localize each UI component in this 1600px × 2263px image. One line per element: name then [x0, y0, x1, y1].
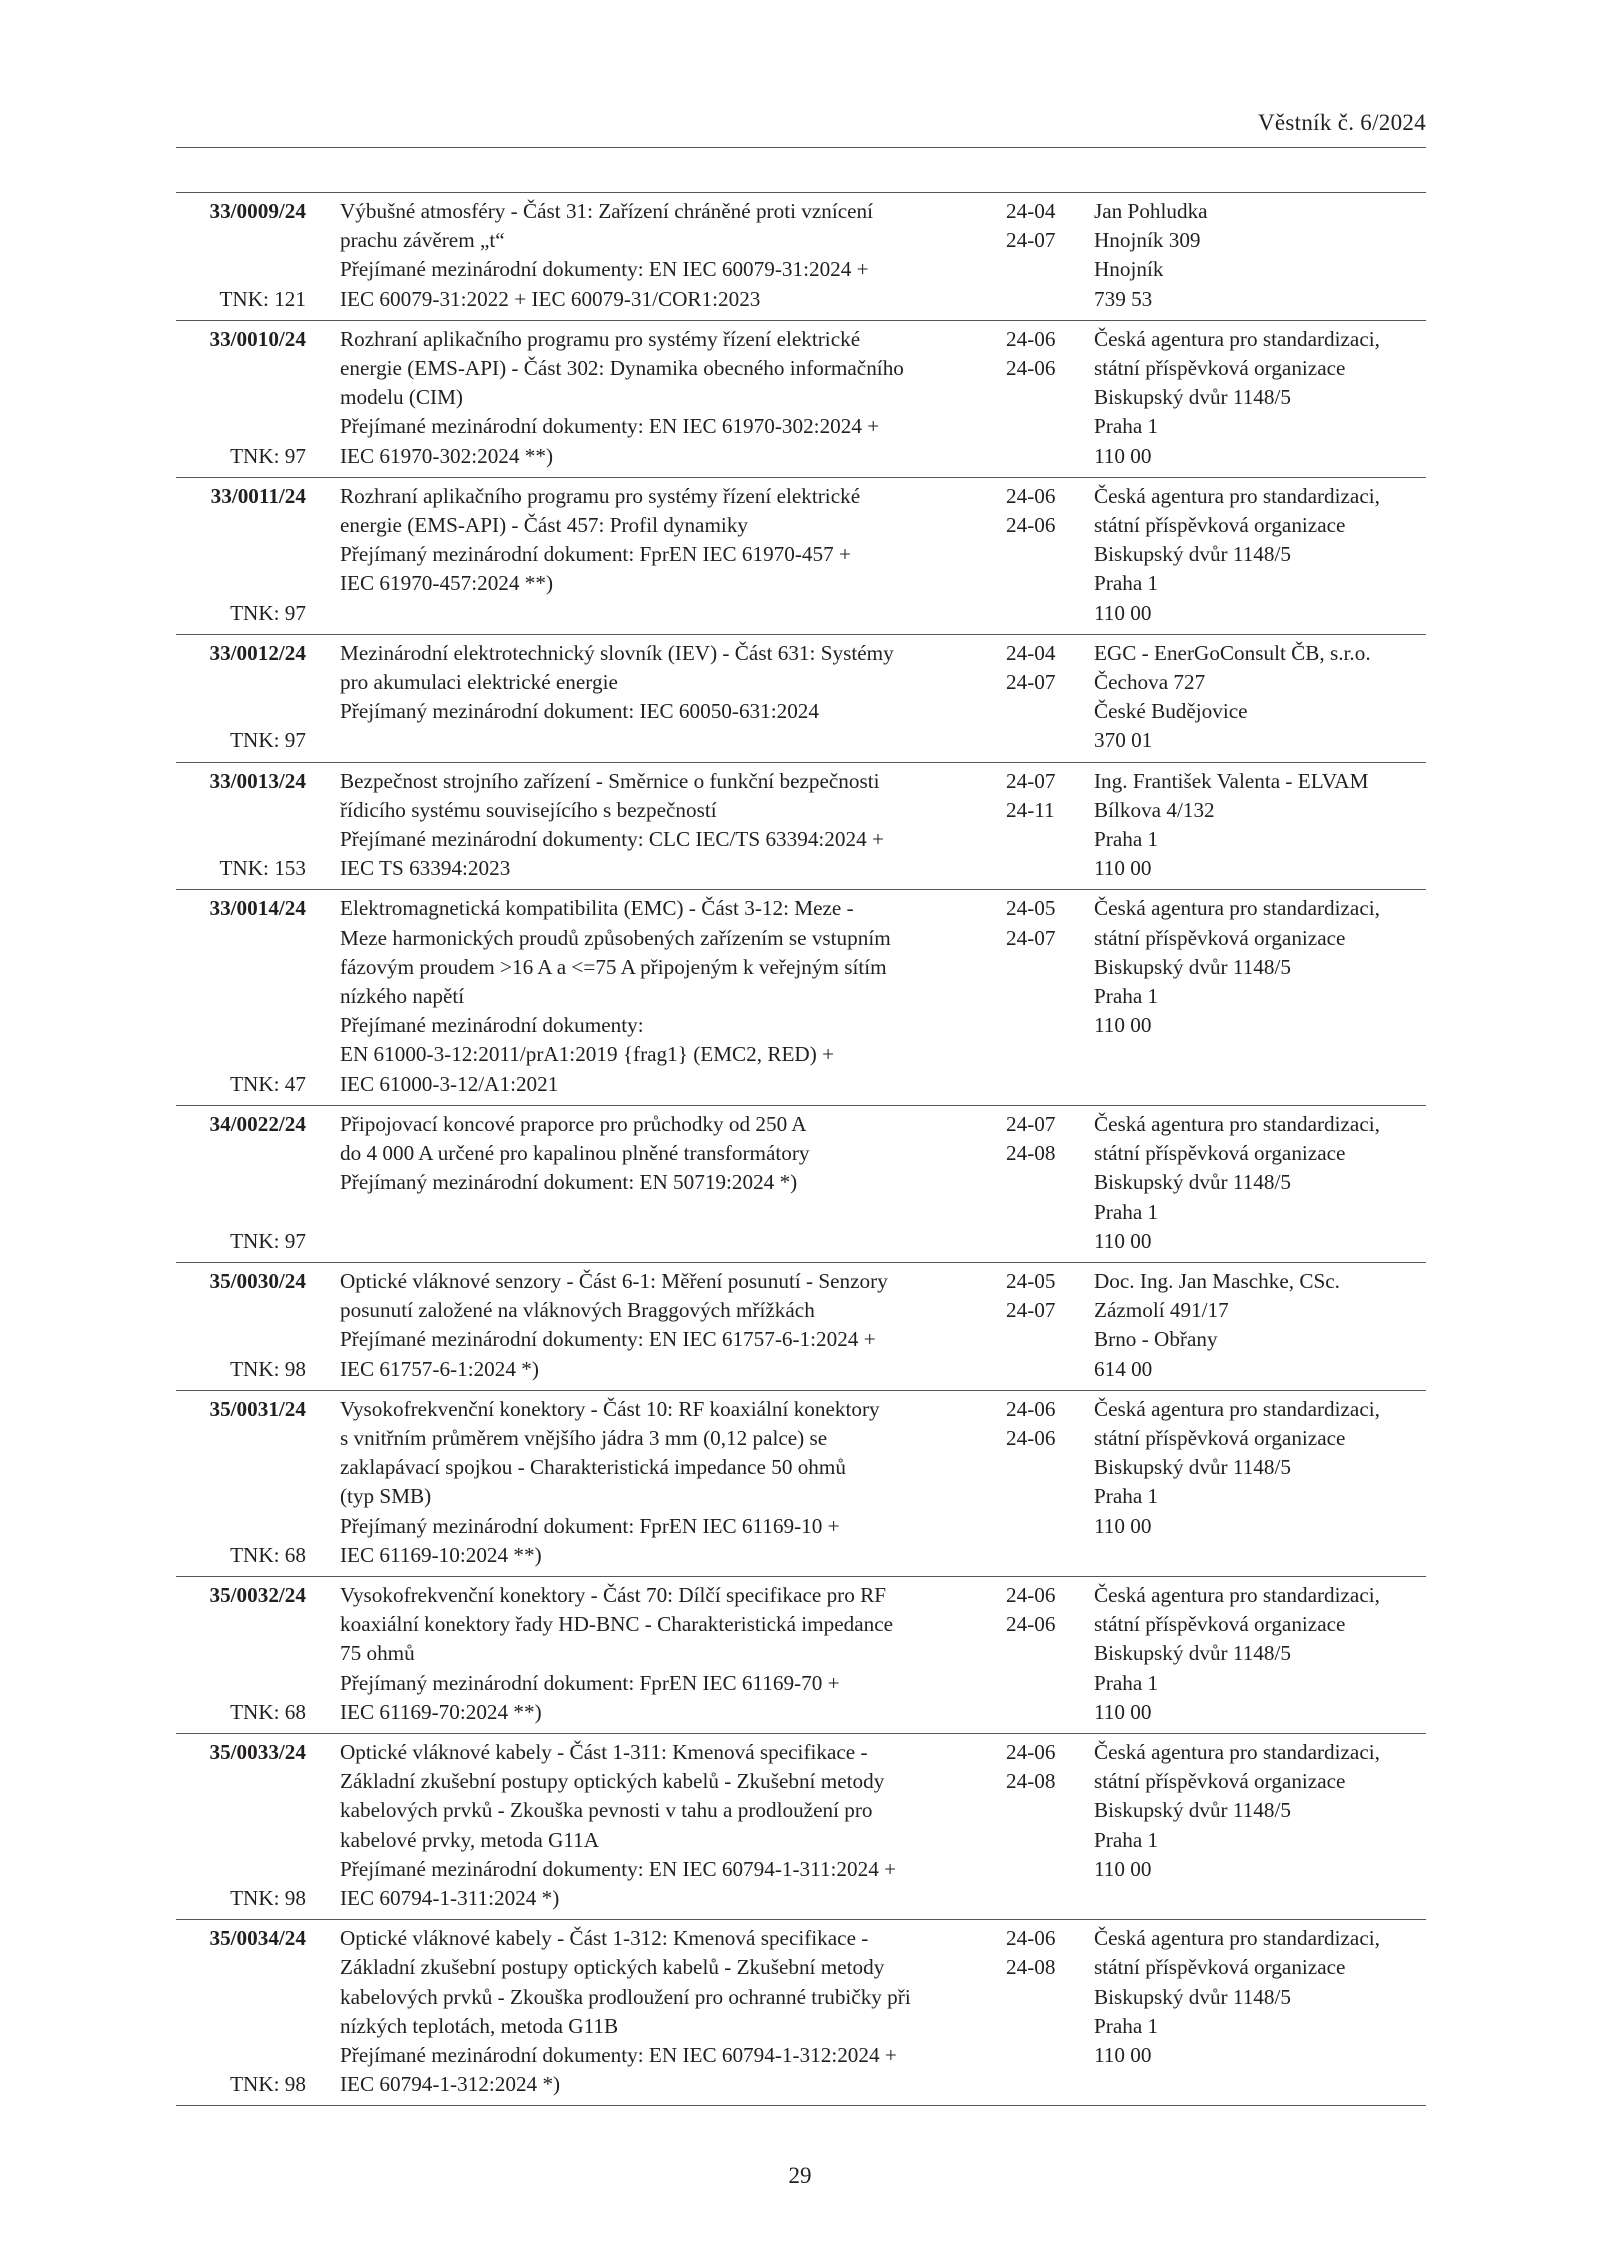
row-title-cell: [316, 1110, 996, 1256]
row-contact-cell: [1062, 639, 1426, 756]
page-number: 29: [788, 2163, 812, 2188]
row-dates-cell: [996, 639, 1062, 756]
title-line: Bezpečnost strojního zařízení - Směrnice o funkční bezpečnosti: [340, 768, 880, 793]
title-line: 75 ohmů: [340, 1641, 415, 1666]
contact-line: státní příspěvková organizace: [1094, 513, 1346, 538]
contact-line: Praha 1: [1094, 2013, 1159, 2038]
row-code-cell: [176, 1395, 316, 1570]
row-dates-cell: [996, 1110, 1062, 1256]
contact-line: 110 00: [1094, 1856, 1152, 1881]
table-row: [176, 478, 1426, 635]
title-line: IEC 61970-457:2024 **): [340, 571, 554, 596]
title-line: EN 61000-3-12:2011/prA1:2019 {frag1} (EMC2, RED) +: [340, 1042, 835, 1067]
title-line: Připojovací koncové praporce pro průchodky od 250 A: [340, 1111, 807, 1136]
contact-line: 614 00: [1094, 1356, 1153, 1381]
row-code-cell: [176, 894, 316, 1098]
title-line: IEC 61169-10:2024 **): [340, 1542, 542, 1567]
row-contact-cell: [1062, 1395, 1426, 1570]
title-line: posunutí založené na vláknových Braggových mřížkách: [340, 1298, 815, 1323]
tnk-label: TNK: 47: [230, 1071, 306, 1096]
table-row: [176, 890, 1426, 1105]
title-line: energie (EMS-API) - Část 457: Profil dynamiky: [340, 513, 749, 538]
title-line: Optické vláknové senzory - Část 6-1: Měření posunutí - Senzory: [340, 1268, 888, 1293]
task-number: 35/0034/24: [209, 1926, 306, 1951]
title-line: Optické vláknové kabely - Část 1-312: Kmenová specifikace -: [340, 1926, 869, 1951]
task-number: 35/0033/24: [209, 1739, 306, 1764]
task-number: 35/0030/24: [209, 1268, 306, 1293]
title-line: Přejímané mezinárodní dokumenty: EN IEC 60794-1-311:2024 +: [340, 1856, 897, 1881]
row-code-cell: [176, 482, 316, 628]
contact-line: Ing. František Valenta - ELVAM: [1094, 768, 1369, 793]
table-row: [176, 1391, 1426, 1577]
title-line: IEC 60794-1-311:2024 *): [340, 1885, 560, 1910]
contact-line: 110 00: [1094, 1228, 1152, 1253]
table-row: [176, 321, 1426, 478]
row-dates-cell: [996, 894, 1062, 1098]
task-number: 33/0012/24: [209, 640, 306, 665]
contact-line: Hnojník 309: [1094, 228, 1201, 253]
row-code-cell: [176, 1738, 316, 1913]
row-contact-cell: [1062, 1581, 1426, 1727]
title-line: Vysokofrekvenční konektory - Část 70: Dílčí specifikace pro RF: [340, 1582, 887, 1607]
contact-line: Praha 1: [1094, 984, 1159, 1009]
date-value: 24-07: [1006, 768, 1056, 793]
task-number: 35/0032/24: [209, 1582, 306, 1607]
contact-line: státní příspěvková organizace: [1094, 1955, 1346, 1980]
title-line: Základní zkušební postupy optických kabelů - Zkušební metody: [340, 1955, 885, 1980]
title-line: Meze harmonických proudů způsobených zařízením se vstupním: [340, 925, 891, 950]
contact-line: 110 00: [1094, 2042, 1152, 2067]
title-line: kabelových prvků - Zkouška pevnosti v tahu a prodloužení pro: [340, 1798, 873, 1823]
title-line: modelu (CIM): [340, 385, 463, 410]
date-value: 24-06: [1006, 483, 1056, 508]
row-contact-cell: [1062, 325, 1426, 471]
row-title-cell: [316, 197, 996, 314]
date-value: 24-06: [1006, 356, 1056, 381]
contact-line: Praha 1: [1094, 1827, 1159, 1852]
date-value: 24-06: [1006, 326, 1056, 351]
title-line: řídicího systému souvisejícího s bezpečností: [340, 797, 717, 822]
row-title-cell: [316, 1267, 996, 1384]
row-contact-cell: [1062, 1738, 1426, 1913]
row-title-cell: [316, 894, 996, 1098]
title-line: IEC 61970-302:2024 **): [340, 443, 554, 468]
contact-line: 110 00: [1094, 1699, 1152, 1724]
contact-line: státní příspěvková organizace: [1094, 925, 1346, 950]
date-value: 24-04: [1006, 199, 1056, 223]
contact-line: Praha 1: [1094, 1670, 1159, 1695]
title-line: fázovým proudem >16 A a <=75 A připojeným k veřejným sítím: [340, 954, 887, 979]
row-dates-cell: [996, 1738, 1062, 1913]
title-line: s vnitřním průměrem vnějšího jádra 3 mm (0,12 palce) se: [340, 1425, 828, 1450]
title-line: Přejímaný mezinárodní dokument: FprEN IEC 61169-70 +: [340, 1670, 840, 1695]
table-row: [176, 763, 1426, 891]
contact-line: Česká agentura pro standardizaci,: [1094, 1739, 1380, 1764]
title-line: IEC 61757-6-1:2024 *): [340, 1356, 539, 1381]
task-number: 33/0010/24: [209, 326, 306, 351]
title-line: Základní zkušební postupy optických kabelů - Zkušební metody: [340, 1769, 885, 1794]
row-contact-cell: [1062, 1924, 1426, 2099]
row-contact-cell: [1062, 767, 1426, 884]
title-line: Výbušné atmosféry - Část 31: Zařízení chráněné proti vznícení: [340, 199, 874, 223]
table-row: [176, 1734, 1426, 1920]
standards-table: [176, 192, 1426, 2106]
title-line: IEC 60079-31:2022 + IEC 60079-31/COR1:2023: [340, 286, 761, 311]
contact-line: Jan Pohludka: [1094, 199, 1208, 223]
task-number: 34/0022/24: [209, 1111, 306, 1136]
date-value: 24-08: [1006, 1955, 1056, 1980]
contact-line: státní příspěvková organizace: [1094, 1425, 1346, 1450]
contact-line: 739 53: [1094, 286, 1153, 311]
contact-line: 110 00: [1094, 1013, 1152, 1038]
tnk-label: TNK: 97: [230, 1228, 306, 1253]
contact-line: Brno - Obřany: [1094, 1327, 1218, 1352]
row-code-cell: [176, 767, 316, 884]
row-title-cell: [316, 1581, 996, 1727]
title-line: prachu závěrem „t“: [340, 228, 505, 253]
title-line: Přejímané mezinárodní dokumenty: EN IEC 61757-6-1:2024 +: [340, 1327, 876, 1352]
title-line: Přejímaný mezinárodní dokument: FprEN IEC 61970-457 +: [340, 542, 851, 567]
contact-line: Biskupský dvůr 1148/5: [1094, 542, 1291, 567]
title-line: Rozhraní aplikačního programu pro systémy řízení elektrické: [340, 483, 861, 508]
date-value: 24-06: [1006, 513, 1056, 538]
tnk-label: TNK: 97: [230, 443, 306, 468]
title-line: do 4 000 A určené pro kapalinou plněné transformátory: [340, 1141, 810, 1166]
title-line: kabelových prvků - Zkouška prodloužení pro ochranné trubičky při: [340, 1984, 911, 2009]
title-line: Rozhraní aplikačního programu pro systémy řízení elektrické: [340, 326, 861, 351]
row-contact-cell: [1062, 197, 1426, 314]
row-title-cell: [316, 482, 996, 628]
contact-line: Česká agentura pro standardizaci,: [1094, 1111, 1380, 1136]
date-value: 24-06: [1006, 1612, 1056, 1637]
title-line: pro akumulaci elektrické energie: [340, 670, 618, 695]
tnk-label: TNK: 153: [219, 856, 306, 881]
title-line: Přejímané mezinárodní dokumenty: CLC IEC/TS 63394:2024 +: [340, 827, 884, 852]
contact-line: Praha 1: [1094, 827, 1159, 852]
row-dates-cell: [996, 325, 1062, 471]
contact-line: státní příspěvková organizace: [1094, 1612, 1346, 1637]
row-title-cell: [316, 767, 996, 884]
contact-line: Zázmolí 491/17: [1094, 1298, 1229, 1323]
title-line: Elektromagnetická kompatibilita (EMC) - Část 3-12: Meze -: [340, 896, 854, 921]
date-value: 24-08: [1006, 1141, 1056, 1166]
date-value: 24-07: [1006, 228, 1056, 253]
table-row: [176, 1920, 1426, 2106]
row-contact-cell: [1062, 894, 1426, 1098]
row-dates-cell: [996, 482, 1062, 628]
contact-line: státní příspěvková organizace: [1094, 1769, 1346, 1794]
contact-line: Česká agentura pro standardizaci,: [1094, 896, 1380, 921]
contact-line: 110 00: [1094, 856, 1152, 881]
contact-line: státní příspěvková organizace: [1094, 1141, 1346, 1166]
contact-line: státní příspěvková organizace: [1094, 356, 1346, 381]
title-line: Přejímané mezinárodní dokumenty:: [340, 1013, 644, 1038]
title-line: Přejímané mezinárodní dokumenty: EN IEC 60794-1-312:2024 +: [340, 2042, 897, 2067]
row-contact-cell: [1062, 482, 1426, 628]
contact-line: Biskupský dvůr 1148/5: [1094, 1984, 1291, 2009]
date-value: 24-06: [1006, 1582, 1056, 1607]
table-row: [176, 635, 1426, 763]
contact-line: Biskupský dvůr 1148/5: [1094, 954, 1291, 979]
title-line: IEC TS 63394:2023: [340, 856, 511, 881]
title-line: Přejímané mezinárodní dokumenty: EN IEC 60079-31:2024 +: [340, 257, 869, 282]
contact-line: Bílkova 4/132: [1094, 797, 1215, 822]
title-line: nízkého napětí: [340, 984, 465, 1009]
row-contact-cell: [1062, 1110, 1426, 1256]
row-dates-cell: [996, 197, 1062, 314]
tnk-label: TNK: 97: [230, 600, 306, 625]
row-code-cell: [176, 325, 316, 471]
date-value: 24-07: [1006, 1111, 1056, 1136]
row-dates-cell: [996, 1395, 1062, 1570]
contact-line: Hnojník: [1094, 257, 1164, 282]
contact-line: Biskupský dvůr 1148/5: [1094, 1641, 1291, 1666]
table-row: [176, 1577, 1426, 1734]
title-line: IEC 60794-1-312:2024 *): [340, 2072, 561, 2097]
contact-line: Doc. Ing. Jan Maschke, CSc.: [1094, 1268, 1340, 1293]
contact-line: Česká agentura pro standardizaci,: [1094, 483, 1380, 508]
journal-header: Věstník č. 6/2024: [1258, 110, 1426, 135]
title-line: energie (EMS-API) - Část 302: Dynamika obecného informačního: [340, 356, 904, 381]
task-number: 33/0009/24: [209, 199, 306, 223]
row-dates-cell: [996, 1581, 1062, 1727]
title-line: kabelové prvky, metoda G11A: [340, 1827, 600, 1852]
row-title-cell: [316, 1738, 996, 1913]
table-row: [176, 1263, 1426, 1391]
contact-line: Česká agentura pro standardizaci,: [1094, 326, 1380, 351]
title-line: Vysokofrekvenční konektory - Část 10: RF koaxiální konektory: [340, 1396, 880, 1421]
contact-line: Čechova 727: [1094, 670, 1206, 695]
task-number: 33/0011/24: [210, 483, 306, 508]
row-code-cell: [176, 197, 316, 314]
title-line: Přejímaný mezinárodní dokument: IEC 60050-631:2024: [340, 699, 819, 724]
date-value: 24-06: [1006, 1396, 1056, 1421]
row-code-cell: [176, 639, 316, 756]
row-title-cell: [316, 1924, 996, 2099]
date-value: 24-06: [1006, 1926, 1056, 1951]
date-value: 24-06: [1006, 1739, 1056, 1764]
contact-line: Biskupský dvůr 1148/5: [1094, 1170, 1291, 1195]
date-value: 24-07: [1006, 1298, 1056, 1323]
title-line: Přejímané mezinárodní dokumenty: EN IEC 61970-302:2024 +: [340, 414, 880, 439]
date-value: 24-07: [1006, 670, 1056, 695]
date-value: 24-05: [1006, 896, 1056, 921]
title-line: IEC 61169-70:2024 **): [340, 1699, 542, 1724]
row-dates-cell: [996, 1267, 1062, 1384]
title-line: nízkých teplotách, metoda G11B: [340, 2013, 619, 2038]
row-contact-cell: [1062, 1267, 1426, 1384]
task-number: 33/0014/24: [209, 896, 306, 921]
title-line: Přejímaný mezinárodní dokument: EN 50719:2024 *): [340, 1170, 798, 1195]
tnk-label: TNK: 121: [219, 286, 306, 311]
row-code-cell: [176, 1581, 316, 1727]
tnk-label: TNK: 98: [230, 2072, 306, 2097]
tnk-label: TNK: 98: [230, 1356, 306, 1381]
title-line: Optické vláknové kabely - Část 1-311: Kmenová specifikace -: [340, 1739, 868, 1764]
contact-line: Praha 1: [1094, 1199, 1159, 1224]
title-line: Přejímaný mezinárodní dokument: FprEN IEC 61169-10 +: [340, 1513, 840, 1538]
contact-line: Praha 1: [1094, 571, 1159, 596]
title-line: koaxiální konektory řady HD-BNC - Charakteristická impedance: [340, 1612, 894, 1637]
contact-line: Biskupský dvůr 1148/5: [1094, 1455, 1291, 1480]
tnk-label: TNK: 97: [230, 728, 306, 753]
row-code-cell: [176, 1110, 316, 1256]
contact-line: 110 00: [1094, 443, 1152, 468]
contact-line: Biskupský dvůr 1148/5: [1094, 1798, 1291, 1823]
table-row: [176, 1106, 1426, 1263]
contact-line: 370 01: [1094, 728, 1153, 753]
contact-line: 110 00: [1094, 1513, 1152, 1538]
contact-line: Praha 1: [1094, 1484, 1159, 1509]
date-value: 24-05: [1006, 1268, 1056, 1293]
row-code-cell: [176, 1267, 316, 1384]
tnk-label: TNK: 68: [230, 1542, 306, 1567]
tnk-label: TNK: 68: [230, 1699, 306, 1724]
row-title-cell: [316, 325, 996, 471]
row-code-cell: [176, 1924, 316, 2099]
task-number: 35/0031/24: [209, 1396, 306, 1421]
contact-line: 110 00: [1094, 600, 1152, 625]
contact-line: EGC - EnerGoConsult ČB, s.r.o.: [1094, 640, 1371, 665]
title-line: zaklapávací spojkou - Charakteristická impedance 50 ohmů: [340, 1455, 846, 1480]
contact-line: Česká agentura pro standardizaci,: [1094, 1926, 1380, 1951]
contact-line: Praha 1: [1094, 414, 1159, 439]
contact-line: České Budějovice: [1094, 699, 1248, 724]
row-title-cell: [316, 1395, 996, 1570]
date-value: 24-06: [1006, 1425, 1056, 1450]
table-row: [176, 193, 1426, 321]
tnk-label: TNK: 98: [230, 1885, 306, 1910]
task-number: 33/0013/24: [209, 768, 306, 793]
contact-line: Biskupský dvůr 1148/5: [1094, 385, 1291, 410]
header-divider: [176, 147, 1426, 148]
date-value: 24-04: [1006, 640, 1056, 665]
title-line: (typ SMB): [340, 1484, 432, 1509]
contact-line: Česká agentura pro standardizaci,: [1094, 1582, 1380, 1607]
date-value: 24-07: [1006, 925, 1056, 950]
row-title-cell: [316, 639, 996, 756]
row-dates-cell: [996, 767, 1062, 884]
date-value: 24-08: [1006, 1769, 1056, 1794]
row-dates-cell: [996, 1924, 1062, 2099]
title-line: Mezinárodní elektrotechnický slovník (IEV) - Část 631: Systémy: [340, 640, 894, 665]
title-line: IEC 61000-3-12/A1:2021: [340, 1071, 559, 1096]
contact-line: Česká agentura pro standardizaci,: [1094, 1396, 1380, 1421]
date-value: 24-11: [1006, 797, 1055, 822]
